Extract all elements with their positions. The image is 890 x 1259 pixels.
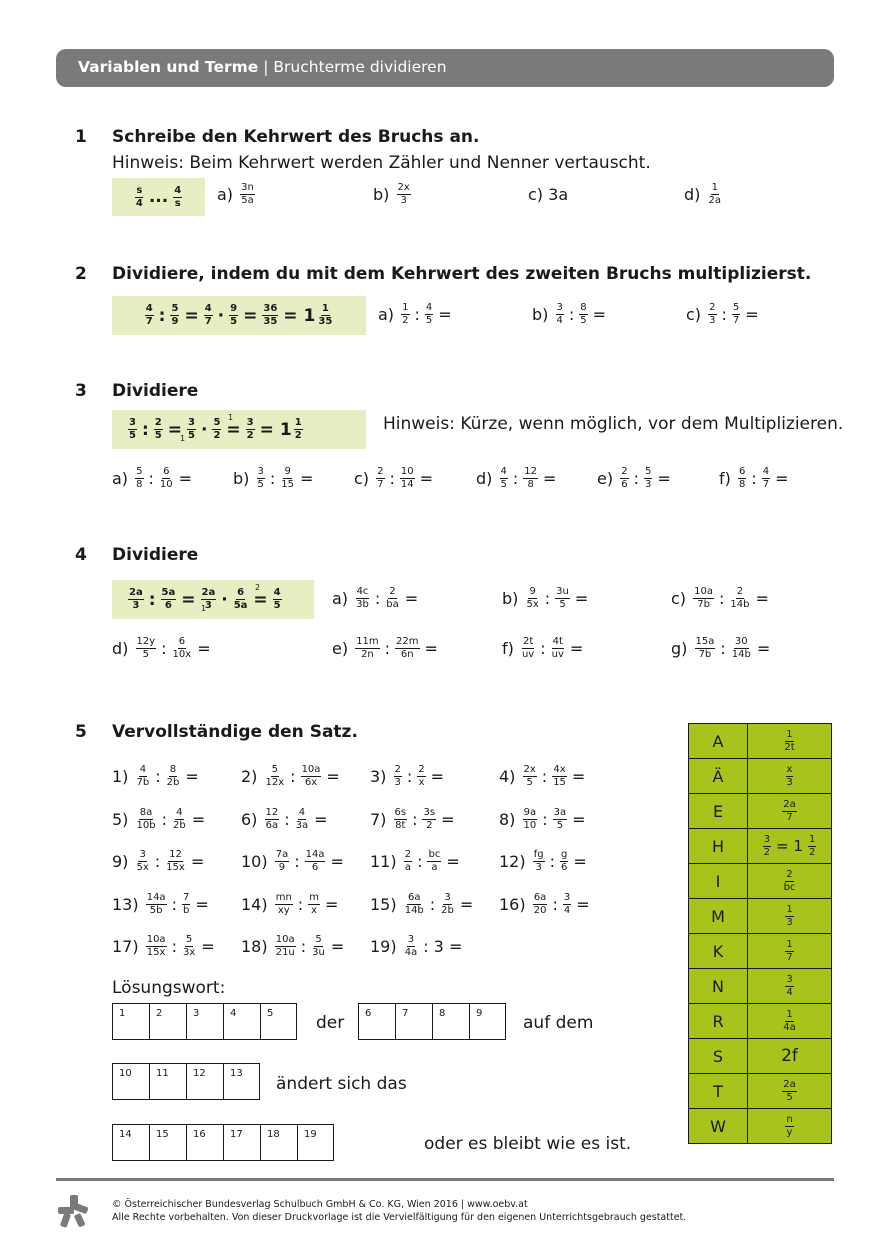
- task-5-item-14: 14) mn xy : $\frac{m}{x}$ =: [241, 892, 339, 916]
- task-4-title: Dividiere: [112, 545, 199, 565]
- task-4-item-7: g) 15a 7b : $\frac{30}{14b}$ =: [671, 636, 771, 660]
- task-4-item-4: d) 12y 5 : $\frac{6}{10x}$ =: [112, 636, 211, 660]
- value-cell: $\frac{3}{4}$: [748, 969, 832, 1004]
- letter-cell: T: [689, 1074, 748, 1109]
- task-3-item-5: e) 2 6 : $\frac{5}{3}$ =: [597, 466, 671, 490]
- letter-table-row: [689, 759, 832, 794]
- task-2b: b) 3 4 : $\frac{8}{5}$ =: [532, 302, 607, 326]
- solution-box[interactable]: 16: [186, 1124, 223, 1161]
- task-5-item-4: 4) 2x 5 : $\frac{4x}{15}$ =: [499, 764, 586, 788]
- solution-boxes-3[interactable]: [112, 1063, 260, 1100]
- task-3-hint: Hinweis: Kürze, wenn möglich, vor dem Multiplizieren.: [383, 414, 844, 434]
- task-5-item-9: 9) 3 5x : $\frac{12}{15x}$ =: [112, 849, 205, 873]
- task-3-example: 3 5 : $\frac{2}{5}$ = $\frac{3}{5}$ · $\frac{5}{2}$ = $\frac{3}{2}$ = 1 1 2: [112, 410, 366, 449]
- letter-table-row: [689, 934, 832, 969]
- value-cell: $\frac{2}{bc}$: [748, 864, 832, 899]
- letter-table-row: [689, 1074, 832, 1109]
- task-3-item-6: f) 6 8 : $\frac{4}{7}$ =: [719, 466, 789, 490]
- task-5-number: 5: [75, 722, 87, 742]
- solution-box[interactable]: 5: [260, 1003, 297, 1040]
- task-1-example: s 4 ... 4 s: [112, 178, 205, 216]
- footer-copyright: © Österreichischer Bundesverlag Schulbuch GmbH & Co. KG, Wien 2016 | www.oebv.at: [112, 1199, 528, 1210]
- task-3-number: 3: [75, 381, 87, 401]
- task-1-hint: Hinweis: Beim Kehrwert werden Zähler und Nenner vertauscht.: [112, 153, 651, 173]
- value-cell: $\frac{1}{7}$: [748, 934, 832, 969]
- solution-box[interactable]: 13: [223, 1063, 260, 1100]
- task-4-cancel-bottom: 1: [201, 604, 207, 613]
- task-4-item-6: f) 2t uv : $\frac{4t}{uv}$ =: [502, 636, 584, 660]
- task-1-number: 1: [75, 127, 87, 147]
- publisher-logo-icon: [56, 1193, 92, 1229]
- value-cell: $\frac{2a}{5}$: [748, 1074, 832, 1109]
- task-5-item-10: 10) 7a 9 : $\frac{14a}{6}$ =: [241, 849, 344, 873]
- value-cell: $\frac{1}{4a}$: [748, 1004, 832, 1039]
- task-5-item-12: 12) fg 3 : $\frac{g}{6}$ =: [499, 849, 587, 873]
- task-4-example: 2a 3 : $\frac{5a}{6}$ = $\frac{2a}{3}$ · $\frac{6}{5a}$ = $\frac{4}{5}$: [112, 580, 314, 619]
- solution-box[interactable]: 7: [395, 1003, 432, 1040]
- footer-divider: [56, 1178, 834, 1181]
- value-cell: $\frac{1}{2t}$: [748, 724, 832, 759]
- solution-boxes-2[interactable]: [358, 1003, 506, 1040]
- task-5-item-13: 13) 14a 5b : $\frac{7}{b}$ =: [112, 892, 209, 916]
- task-5-item-19: 19) 3 4a : 3 =: [370, 934, 463, 958]
- task-5-item-16: 16) 6a 20 : $\frac{3}{4}$ =: [499, 892, 590, 916]
- value-cell: $\frac{2a}{7}$: [748, 794, 832, 829]
- letter-table-row: [689, 899, 832, 934]
- letter-table-row: [689, 969, 832, 1004]
- header-subtopic: Bruchterme dividieren: [273, 58, 447, 76]
- task-2-number: 2: [75, 264, 87, 284]
- value-cell: $\frac{n}{y}$: [748, 1109, 832, 1144]
- task-1c: c) 3a: [528, 185, 569, 204]
- task-5-item-1: 1) 4 7b : $\frac{8}{2b}$ =: [112, 764, 199, 788]
- task-5-item-11: 11) 2 a : $\frac{bc}{a}$ =: [370, 849, 460, 873]
- letter-table-row: [689, 864, 832, 899]
- solution-box[interactable]: 17: [223, 1124, 260, 1161]
- letter-cell: H: [689, 829, 748, 864]
- task-3-cancel-bottom: 1: [180, 434, 186, 443]
- task-5-item-18: 18) 10a 21u : $\frac{5}{3u}$ =: [241, 934, 345, 958]
- task-3-item-3: c) 2 7 : $\frac{10}{14}$ =: [354, 466, 434, 490]
- solution-word-oder: oder es bleibt wie es ist.: [424, 1134, 632, 1154]
- solution-word-der: der: [316, 1013, 345, 1033]
- task-3-item-4: d) 4 5 : $\frac{12}{8}$ =: [476, 466, 557, 490]
- letter-cell: I: [689, 864, 748, 899]
- letter-cell: R: [689, 1004, 748, 1039]
- page-header: [56, 49, 834, 87]
- task-5-title: Vervollständige den Satz.: [112, 722, 358, 742]
- task-2-title: Dividiere, indem du mit dem Kehrwert des zweiten Bruchs multiplizierst.: [112, 264, 812, 284]
- task-2-example: 4 7 : $\frac{5}{9}$ = $\frac{4}{7}$ · $\frac{9}{5}$ = $\frac{36}{35}$ = 1 1 35: [112, 296, 366, 335]
- letter-cell: Ä: [689, 759, 748, 794]
- footer-rights: Alle Rechte vorbehalten. Von dieser Druckvorlage ist die Vervielfältigung für den eigenen Unterrichtsgebrauch gestattet.: [112, 1212, 687, 1223]
- letter-table-row: [689, 724, 832, 759]
- solution-box[interactable]: 3: [186, 1003, 223, 1040]
- solution-box[interactable]: 11: [149, 1063, 186, 1100]
- letter-cell: S: [689, 1039, 748, 1074]
- task-5-item-6: 6) 12 6a : $\frac{4}{3a}$ =: [241, 807, 328, 831]
- solution-label: Lösungswort:: [112, 978, 226, 998]
- letter-cell: N: [689, 969, 748, 1004]
- task-4-number: 4: [75, 545, 87, 565]
- value-cell: $\frac{3}{2}$ = 1 $\frac{1}{2}$: [748, 829, 832, 864]
- task-5-item-3: 3) 2 3 : $\frac{2}{x}$ =: [370, 764, 445, 788]
- task-5-item-2: 2) 5 12x : $\frac{10a}{6x}$ =: [241, 764, 340, 788]
- solution-box[interactable]: 12: [186, 1063, 223, 1100]
- task-1a: a) 3n 5a: [217, 182, 254, 206]
- solution-box[interactable]: 15: [149, 1124, 186, 1161]
- value-cell: $\frac{1}{3}$: [748, 899, 832, 934]
- solution-box[interactable]: 14: [112, 1124, 149, 1161]
- solution-box[interactable]: 6: [358, 1003, 395, 1040]
- task-1d: d) 1 2a: [684, 182, 721, 206]
- task-5-item-7: 7) 6s 8t : $\frac{3s}{2}$ =: [370, 807, 455, 831]
- solution-box[interactable]: 10: [112, 1063, 149, 1100]
- task-4-item-5: e) 11m 2n : $\frac{22m}{6n}$ =: [332, 636, 438, 660]
- task-5-item-5: 5) 8a 10b : $\frac{4}{2b}$ =: [112, 807, 206, 831]
- header-topic: Variablen und Terme: [78, 58, 259, 76]
- task-1b: b) 2x 3: [373, 182, 410, 206]
- letter-table-row: [689, 829, 832, 864]
- header-sep: |: [263, 58, 269, 76]
- task-3-item-2: b) 3 5 : $\frac{9}{15}$ =: [233, 466, 314, 490]
- solution-box[interactable]: 2: [149, 1003, 186, 1040]
- solution-box[interactable]: 1: [112, 1003, 149, 1040]
- task-5-item-17: 17) 10a 15x : $\frac{5}{3x}$ =: [112, 934, 215, 958]
- solution-word-auf: auf dem: [523, 1013, 594, 1033]
- solution-box[interactable]: 4: [223, 1003, 260, 1040]
- solution-box[interactable]: 8: [432, 1003, 469, 1040]
- solution-boxes-1[interactable]: [112, 1003, 297, 1040]
- letter-cell: W: [689, 1109, 748, 1144]
- letter-cell: E: [689, 794, 748, 829]
- task-1-title: Schreibe den Kehrwert des Bruchs an.: [112, 127, 480, 147]
- task-3-title: Dividiere: [112, 381, 199, 401]
- value-cell: $\frac{x}{3}$: [748, 759, 832, 794]
- letter-table-row: [689, 794, 832, 829]
- task-3-cancel-top: 1: [228, 413, 234, 422]
- solution-box[interactable]: 9: [469, 1003, 506, 1040]
- task-4-item-2: b) 9 5x : $\frac{3u}{5}$ =: [502, 586, 589, 610]
- task-2c: c) 2 3 : $\frac{5}{7}$ =: [686, 302, 759, 326]
- letter-cell: M: [689, 899, 748, 934]
- letter-cell: A: [689, 724, 748, 759]
- solution-box[interactable]: 19: [297, 1124, 334, 1161]
- task-4-cancel-top: 2: [255, 583, 261, 592]
- letter-table-row: [689, 1109, 832, 1144]
- solution-word-andert: ändert sich das: [276, 1074, 407, 1094]
- letter-cell: K: [689, 934, 748, 969]
- solution-boxes-4[interactable]: [112, 1124, 334, 1161]
- letter-table-row: [689, 1039, 832, 1074]
- task-3-item-1: a) 5 8 : $\frac{6}{10}$ =: [112, 466, 193, 490]
- task-5-item-15: 15) 6a 14b : $\frac{3}{2b}$ =: [370, 892, 474, 916]
- letter-table-row: [689, 1004, 832, 1039]
- value-cell: 2f: [748, 1039, 832, 1074]
- solution-box[interactable]: 18: [260, 1124, 297, 1161]
- task-4-item-1: a) 4c 3b : $\frac{2}{ba}$ =: [332, 586, 419, 610]
- task-5-item-8: 8) 9a 10 : $\frac{3a}{5}$ =: [499, 807, 586, 831]
- task-4-item-3: c) 10a 7b : $\frac{2}{14b}$ =: [671, 586, 769, 610]
- letter-table: [688, 723, 832, 1144]
- task-2a: a) 1 2 : $\frac{4}{5}$ =: [378, 302, 452, 326]
